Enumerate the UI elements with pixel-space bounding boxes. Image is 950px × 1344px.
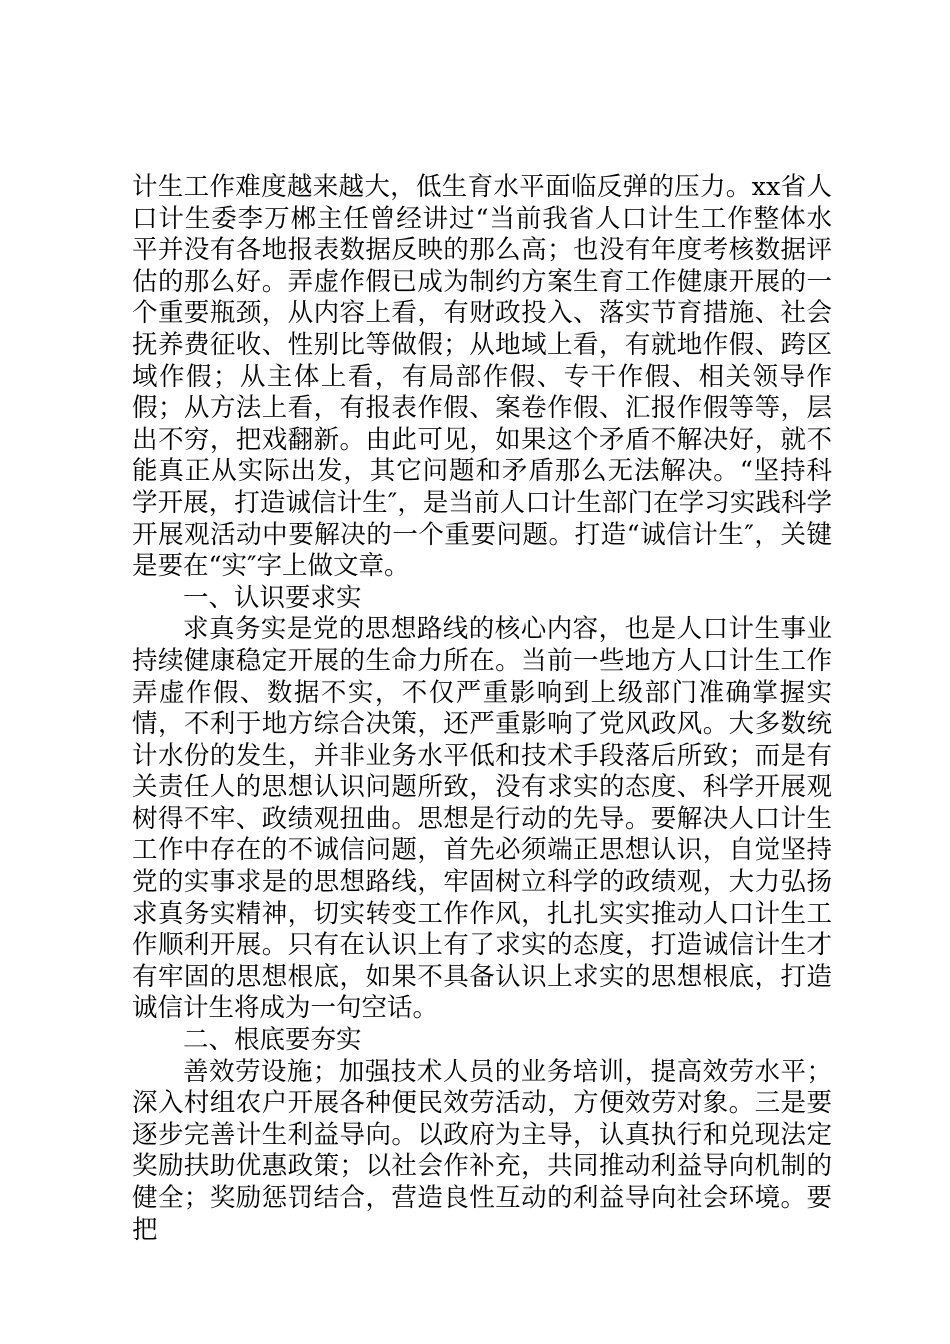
body-paragraph-1: 计生工作难度越来越大，低生育水平面临反弹的压力。xx省人口计生委李万郴主任曾经讲过“当前我省人口计生工作整体水平并没有各地报表数据反映的那么高；也没有年度考核数据评估的那么好。弄虚作假已成为制约方案生育工作健康开展的一个重要瓶颈，从内容上看，有财政投入、落实节育措施、社会抚养费征收、性别比等做假；从地域上看，有就地作假、跨区域作假；从主体上看，有局部作假、专干作假、相关领导作假；从方法上看，有报表作假、案卷作假、汇报作假等等，层出不穷，把戏翻新。由此可见，如果这个矛盾不解决好，就不能真正从实际出发，其它问题和矛盾那么无法解决。“坚持科学开展，打造诚信计生″，是当前人口计生部门在学习实践科学开展观活动中要解决的一个重要问题。打造“诚信计生″，关键是要在“实″字上做文章。	[132, 172, 832, 582]
section-heading-1: 一、认识要求实	[183, 582, 362, 613]
document-body	[132, 172, 832, 1246]
section-heading-2: 二、根底要夯实	[183, 1025, 362, 1056]
body-paragraph-2: 求真务实是党的思想路线的核心内容，也是人口计生事业持续健康稳定开展的生命力所在。当前一些地方人口计生工作弄虚作假、数据不实，不仅严重影响到上级部门准确掌握实情，不利于地方综合决策，还严重影响了党风政风。大多数统计水份的发生，并非业务水平低和技术手段落后所致；而是有关责任人的思想认识问题所致，没有求实的态度、科学开展观树得不牢、政绩观扭曲。思想是行动的先导。要解决人口计生工作中存在的不诚信问题，首先必须端正思想认识，自觉坚持党的实事求是的思想路线，牢固树立科学的政绩观，大力弘扬求真务实精神，切实转变工作作风，扎扎实实推动人口计生工作顺利开展。只有在认识上有了求实的态度，打造诚信计生才有牢固的思想根底，如果不具备认识上求实的思想根底，打造诚信计生将成为一句空话。	[132, 614, 832, 1024]
body-paragraph-3: 善效劳设施；加强技术人员的业务培训，提高效劳水平；深入村组农户开展各种便民效劳活动，方便效劳对象。三是要逐步完善计生利益导向。以政府为主导，认真执行和兑现法定奖励扶助优惠政策；以社会作补充，共同推动利益导向机制的健全；奖励惩罚结合，营造良性互动的利益导向社会环境。要把	[132, 1056, 832, 1245]
